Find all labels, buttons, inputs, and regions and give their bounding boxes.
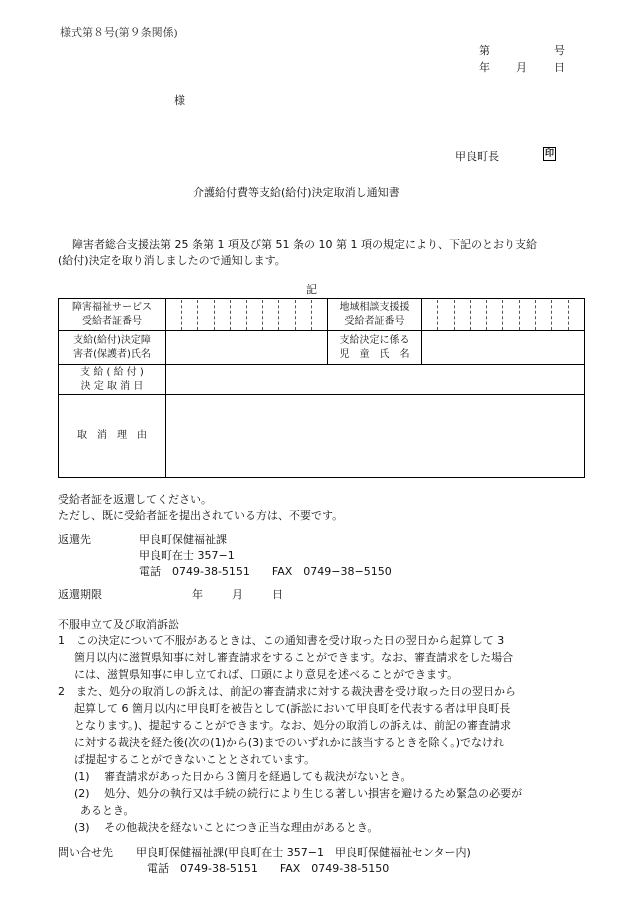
table-row: [59, 331, 585, 365]
label-line: 障害福祉サービス: [72, 301, 152, 313]
sub-item-1: (1) 審査請求があった日から３箇月を経過しても裁決がないとき。: [74, 770, 412, 783]
text-line: には、滋賀県知事に申し立てれば、口頭により意見を述べることができます。: [74, 668, 459, 681]
issuer-name: 甲良町長: [455, 150, 499, 163]
community-support-number-boxes[interactable]: [422, 299, 585, 331]
appeal-paragraph-1: [58, 632, 588, 683]
cancellation-date-field[interactable]: [166, 365, 585, 395]
recipient-name-field[interactable]: [166, 331, 328, 365]
text-line: に対する裁決を経た後(次の(1)から(3)までのいずれかに該当するときを除く。)でなけれ: [74, 736, 505, 749]
number-dai-label: 第: [479, 44, 490, 57]
contact-label: 問い合せ先: [58, 846, 113, 859]
deadline-label: 返還期限: [58, 588, 102, 601]
ki-label: 記: [306, 283, 317, 296]
return-destination-label: 返還先: [58, 533, 91, 546]
text-line: 起算して 6 箇月以内に甲良町を被告として(訴訟において甲良町を代表する者は甲良町長: [74, 702, 511, 715]
sub-item-3: (3) その他裁決を経ないことにつき正当な理由があるとき。: [74, 821, 379, 834]
deadline-month: 月: [232, 588, 243, 601]
label-line: 受給者証番号: [82, 315, 142, 327]
return-destination-line-1: 甲良町保健福祉課: [139, 533, 227, 546]
label-line: 地域相談支援援: [339, 301, 410, 313]
table-cell-label: [59, 331, 166, 365]
label-line: 支 給 ( 給 付 ): [80, 366, 144, 378]
table-row: [59, 395, 585, 478]
date-year-label: 年: [479, 61, 490, 74]
return-note-1: 受給者証を返還してください。: [58, 493, 212, 506]
issuer-seal: [543, 147, 556, 161]
table-cell-label: [59, 395, 166, 478]
deadline-year: 年: [192, 588, 203, 601]
number-go-label: 号: [554, 44, 565, 57]
table-row: [59, 365, 585, 395]
return-destination-line-3: 電話 0749-38-5151 FAX 0749−38−5150: [139, 565, 392, 578]
date-day-label: 日: [554, 61, 565, 74]
return-note-2: ただし、既に受給者証を提出されている方は、不要です。: [58, 509, 344, 522]
contact-line-1: 甲良町保健福祉課(甲良町在士 357−1 甲良町保健福祉センター内): [136, 846, 471, 859]
cancellation-reason-field[interactable]: [166, 395, 585, 478]
recipient-number-boxes[interactable]: [166, 299, 328, 331]
intro-line-2: (給付)決定を取り消しましたので通知します。: [58, 254, 286, 267]
document-title: 介護給付費等支給(給付)決定取消し通知書: [193, 186, 400, 199]
seal-stamp: 印: [544, 149, 554, 159]
date-month-label: 月: [516, 61, 527, 74]
table-cell-label: [328, 299, 422, 331]
label-line: 受給者証番号: [344, 315, 405, 327]
addressee-suffix: 様: [174, 94, 185, 107]
text-line: 箇月以内に滋賀県知事に対し審査請求をすることができます。なお、審査請求をした場合: [74, 651, 514, 664]
appeal-paragraph-2: [58, 683, 588, 768]
table-cell-label: [328, 331, 422, 365]
return-destination-line-2: 甲良町在士 357−1: [139, 549, 235, 562]
appeal-heading: 不服申立て及び取消訴訟: [58, 618, 179, 631]
contact-line-2: 電話 0749-38-5151 FAX 0749-38-5150: [147, 862, 390, 875]
deadline-day: 日: [272, 588, 283, 601]
table-cell-label: [59, 365, 166, 395]
label-line: 支給決定に係る: [339, 334, 410, 346]
child-name-field[interactable]: [422, 331, 585, 365]
label-line: 取 消 理 由: [77, 430, 147, 441]
sub-item-2: (2) 処分、処分の執行又は手続の続行により生じる著しい損害を避けるため緊急の必要が: [74, 787, 523, 800]
text-line: 2 また、処分の取消しの訴えは、前記の審査請求に対する裁決書を受け取った日の翌日から: [58, 685, 516, 698]
text-line: ば提起することができないこととされています。: [74, 753, 316, 766]
text-line: となります。)、提起することができます。なお、処分の取消しの訴えは、前記の審査請求: [74, 719, 512, 732]
label-line: 決 定 取 消 日: [80, 380, 144, 392]
intro-line-1: 障害者総合支援法第 25 条第 1 項及び第 51 条の 10 第 1 項の規定により、下記のとおり支給: [72, 238, 537, 251]
sub-item-2-cont: あるとき。: [80, 804, 135, 817]
label-line: 害者(保護者)氏名: [73, 348, 151, 360]
table-cell-label: [59, 299, 166, 331]
form-number-label: 様式第８号(第９条関係): [60, 27, 178, 39]
details-table: [58, 298, 585, 478]
text-line: 1 この決定について不服があるときは、この通知書を受け取った日の翌日から起算して 3: [58, 634, 505, 647]
label-line: 支給(給付)決定障: [73, 334, 151, 346]
appeal-sub-items: [74, 768, 604, 836]
label-line: 児 童 氏 名: [339, 348, 410, 360]
table-row: [59, 299, 585, 331]
